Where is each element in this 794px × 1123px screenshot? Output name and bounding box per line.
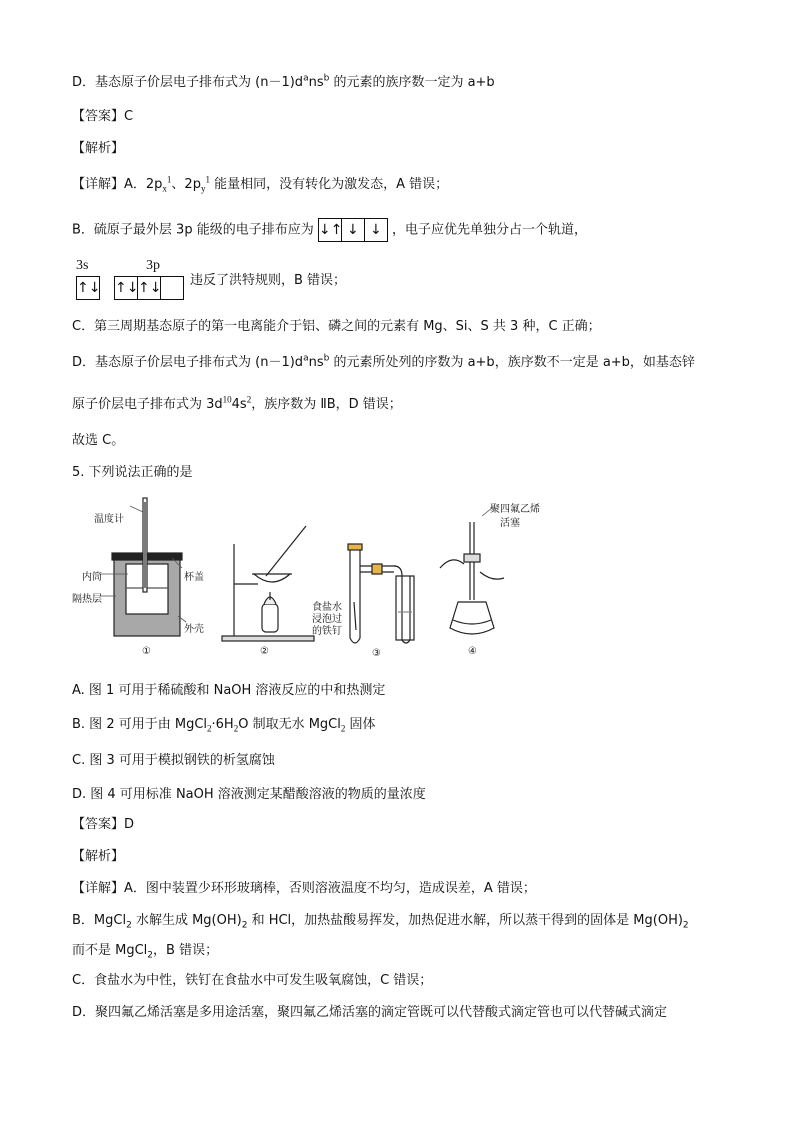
option-b: B. 图 2 可用于由 $MgCl_2\cdot 6H_2O$ 制取无水 MgCl$_2$ 固体	[72, 717, 376, 734]
prev-option-d: D．基态原子价层电子排布式为 $(n-1)d^ans^b$ 的元素的族序数一定为 a+b	[72, 73, 495, 90]
detail-1-d-line1: D．基态原子价层电子排布式为 $(n-1)d^ans^b$ 的元素所处列的序数为 a+b，族序数不一定是 a+b，如基态锌	[72, 353, 695, 370]
fig4-titration	[440, 508, 504, 634]
fig1-lid-label: 杯盖	[184, 572, 204, 583]
analysis-1-heading: 【解析】	[72, 141, 125, 156]
detail-1-d-line2: 原子价层电子排布式为 $3d^{10}4s^2$，族序数为 ⅡB，D 错误；	[72, 394, 402, 412]
detail-1-c: C．第三周期基态原子的第一电离能介于铝、磷之间的元素有 Mg、Si、S 共 3 种，C 正确；	[72, 319, 601, 334]
fig3-label-2: 浸泡过	[312, 614, 342, 625]
option-a: A. 图 1 可用于稀硫酸和 NaOH 溶液反应的中和热测定	[72, 683, 386, 698]
orbital-diagram-3s	[76, 276, 100, 300]
orbital-cell: ↑↓	[77, 280, 101, 296]
option-d: D. 图 4 可用标准 NaOH 溶液测定某醋酸溶液的物质的量浓度	[72, 787, 426, 802]
fig1-number: ①	[142, 646, 151, 657]
fig1-insulation-label: 隔热层	[72, 594, 102, 605]
fig1-shell-label: 外壳	[184, 624, 204, 635]
apparatus-figure	[72, 492, 592, 667]
orbital-cell: ↑↓	[138, 277, 161, 299]
detail-1-b-conclusion: 违反了洪特规则，B 错误；	[190, 273, 347, 288]
fig2-evaporation	[222, 526, 314, 641]
orbital-cell: ↓	[342, 219, 365, 241]
orbital-diagram-correct	[318, 218, 388, 242]
fig3-corrosion	[348, 544, 414, 643]
orbital-cell	[161, 277, 183, 299]
fig4-number: ④	[468, 646, 477, 657]
analysis-2-heading: 【解析】	[72, 849, 125, 864]
orbital-diagram-3p	[114, 276, 184, 300]
detail-2-a: 【详解】A．图中装置少环形玻璃棒，否则溶液温度不均匀，造成误差，A 错误；	[72, 881, 536, 896]
detail-2-b-line2: 而不是 MgCl$_2$，B 错误；	[72, 943, 219, 961]
orbital-cell: ↓	[369, 222, 382, 238]
orbital-cell: ↑↓	[115, 277, 138, 299]
fig4-label-1: 聚四氟乙烯	[490, 504, 540, 515]
orbital-label-3p: 3p	[146, 258, 160, 273]
answer-2: 【答案】D	[72, 817, 135, 832]
fig3-label-1: 食盐水	[312, 602, 342, 613]
fig1-inner-label: 内筒	[82, 572, 102, 583]
choose-c: 故选 C。	[72, 433, 125, 448]
orbital-label-3s: 3s	[76, 258, 89, 273]
fig2-number: ②	[260, 646, 269, 657]
orbital-cell: ↓↑	[319, 219, 342, 241]
question-5: 5. 下列说法正确的是	[72, 465, 193, 480]
option-c: C. 图 3 可用于模拟钢铁的析氢腐蚀	[72, 753, 275, 768]
fig1-thermometer-label: 温度计	[94, 514, 124, 525]
fig3-label-3: 的铁钉	[312, 626, 342, 637]
answer-1: 【答案】C	[72, 109, 134, 124]
detail-1-a: 【详解】A．$2p_x^1$、$2p_y^1$ 能量相同，没有转化为激发态，A 错误；	[72, 174, 449, 194]
detail-1-b: B．硫原子最外层 3p 能级的电子排布应为 ↓↑ ↓ ↓ ，电子应优先单独分占一个轨道，	[72, 218, 587, 242]
fig3-number: ③	[372, 648, 381, 659]
detail-2-b-line1: B．MgCl$_2$ 水解生成 $Mg(OH)_2$ 和 HCl，加热盐酸易挥发，加热促进水解，所以蒸干得到的固体是 $Mg(OH)_2$	[72, 913, 689, 931]
fig4-label-2: 活塞	[500, 518, 520, 529]
detail-2-c: C．食盐水为中性，铁钉在食盐水中可发生吸氧腐蚀，C 错误；	[72, 973, 433, 988]
detail-2-d: D．聚四氟乙烯活塞是多用途活塞，聚四氟乙烯活塞的滴定管既可以代替酸式滴定管也可以代替碱式滴定	[72, 1005, 668, 1020]
